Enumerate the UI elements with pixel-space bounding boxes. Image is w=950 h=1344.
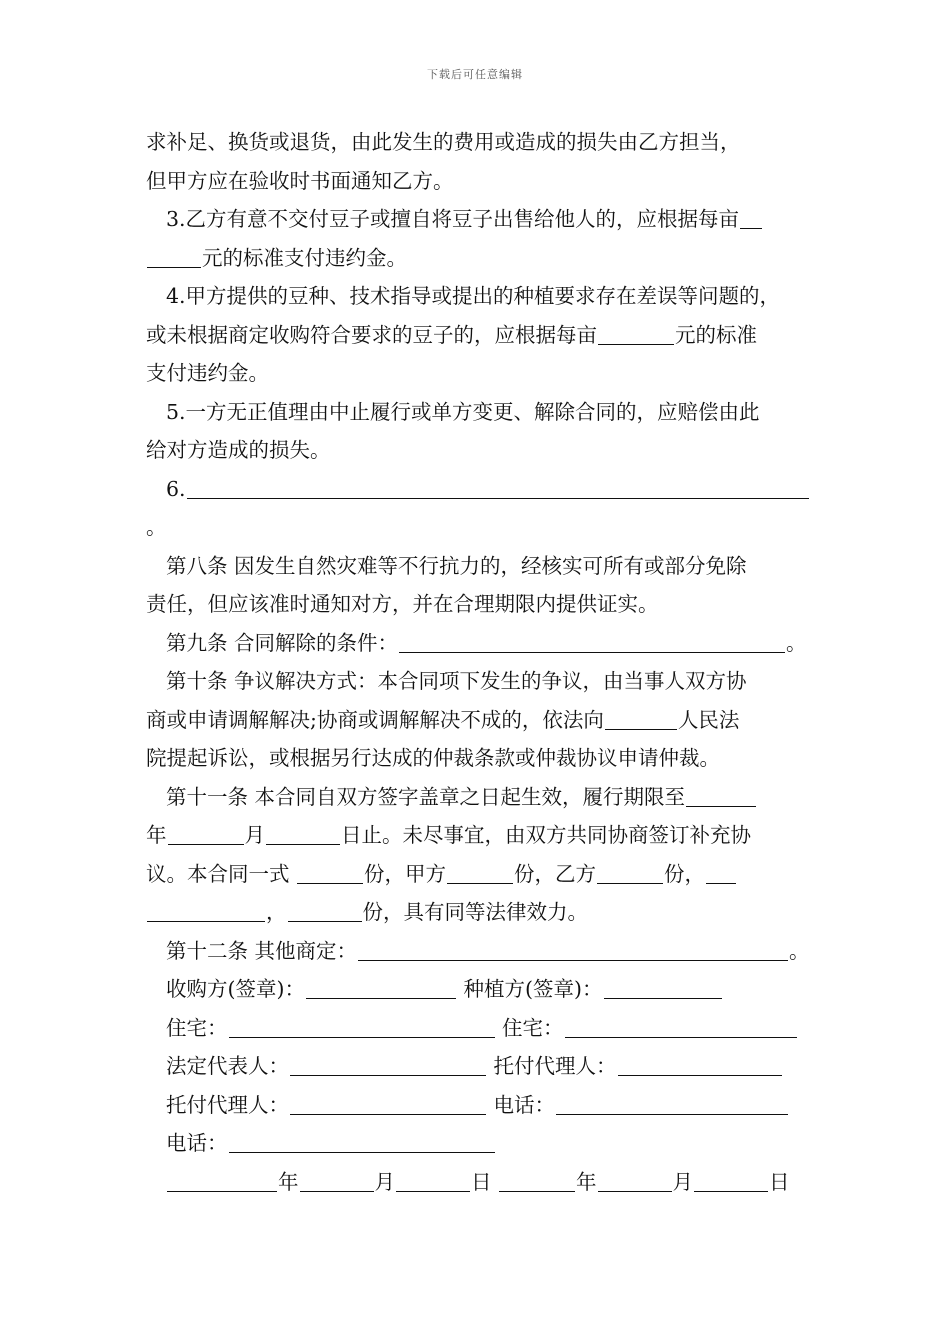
date-row [146,1163,816,1202]
text-line [146,162,816,201]
fill-blank[interactable] [290,1092,486,1115]
address-label: 住宅： [502,1015,564,1040]
line-text: 商或申请调解解决;协商或调解解决不成的，依法向 [146,707,604,732]
fill-blank[interactable] [396,1169,470,1192]
fill-blank[interactable] [290,1053,486,1076]
address-label: 住宅： [166,1015,228,1040]
text-line [146,431,816,470]
line-text: 责任，但应该准时通知对方，并在合理期限内提供证实。 [146,592,659,616]
fill-blank[interactable] [229,1130,495,1153]
text-line [146,316,816,355]
line-text: 给对方造成的损失。 [146,438,331,462]
article-9 [146,624,816,663]
line-text: 。 [786,630,807,655]
text-line [146,354,816,393]
fill-blank[interactable] [597,861,663,884]
grower-signature-label: 种植方(签章)： [463,977,603,1001]
signature-row-1 [146,970,816,1009]
fill-blank[interactable] [147,899,265,922]
line-text: 元的标准支付违约金。 [202,245,407,270]
year-label: 年 [278,1169,299,1194]
clause-4 [146,277,816,316]
phone-label: 电话： [166,1131,228,1155]
agent-label: 托付代理人： [493,1054,617,1078]
day-label: 日 [471,1169,492,1194]
line-text: 第十一条 本合同自双方签字盖章之日起生效，履行期限至 [166,784,686,809]
line-text: 议。本合同一式 [146,861,290,886]
fill-blank[interactable] [740,206,762,229]
contract-body [146,123,816,1201]
line-text: 第十条 争议解决方式：本合同项下发生的争议，由当事人双方协 [166,669,747,693]
line-text: 支付违约金。 [146,361,269,385]
fill-blank[interactable] [167,1169,277,1192]
article-12 [146,932,816,971]
line-text: 5.一方无正值理由中止履行或单方变更、解除合同的，应赔偿由此 [166,399,760,424]
fill-blank[interactable] [447,861,513,884]
line-text: 份，乙方 [514,861,597,886]
text-line [146,701,816,740]
line-text: 份，具有同等法律效力。 [362,900,588,924]
text-line [146,739,816,778]
day-label: 日 [769,1169,790,1194]
fill-blank[interactable] [229,1015,495,1038]
text-line [146,816,816,855]
line-text: 。 [146,515,167,539]
article-8 [146,547,816,586]
text-line [146,239,816,278]
text-line [146,585,816,624]
line-text: ， [266,900,287,924]
year-label: 年 [576,1169,597,1194]
line-text: 第九条 合同解除的条件： [166,630,399,655]
signature-row-2 [146,1009,816,1048]
fill-blank[interactable] [565,1015,797,1038]
fill-blank[interactable] [618,1053,782,1076]
line-text: 份， [664,861,706,886]
fill-blank[interactable] [604,976,722,999]
fill-blank[interactable] [300,1169,374,1192]
fill-blank[interactable] [499,1169,575,1192]
month-label: 月 [672,1169,694,1194]
line-text: 份，甲方 [364,861,447,886]
line-text: 第八条 因发生自然灾难等不行抗力的，经核实可所有或部分免除 [166,553,747,578]
line-text: 人民法 [677,707,740,732]
fill-blank[interactable] [598,322,674,345]
line-text: 6. [166,476,186,501]
phone-label: 电话： [493,1092,556,1117]
fill-blank[interactable] [358,938,788,961]
text-line [146,123,816,162]
line-text: 月 [244,823,265,847]
clause-5 [146,393,816,432]
fill-blank[interactable] [556,1092,788,1115]
page-header-note: 下载后可任意编辑 [427,68,523,81]
text-line [146,508,816,547]
line-text: 元的标准 [675,322,757,347]
fill-blank[interactable] [706,861,736,884]
line-text: 或未根据商定收购符合要求的豆子的，应根据每亩 [146,322,597,347]
fill-blank[interactable] [686,784,756,807]
buyer-signature-label: 收购方(签章)： [166,977,305,1001]
fill-blank[interactable] [399,630,785,653]
line-text: 日止。未尽事宜，由双方共同协商签订补充协 [341,823,751,847]
signature-row-4 [146,1086,816,1125]
fill-blank[interactable] [297,861,363,884]
fill-blank[interactable] [605,707,677,730]
fill-blank[interactable] [288,899,362,922]
fill-blank[interactable] [694,1169,768,1192]
line-text: 年 [146,823,167,847]
fill-blank[interactable] [306,976,456,999]
fill-blank[interactable] [187,476,809,499]
agent-label: 托付代理人： [166,1092,289,1117]
clause-3 [146,200,816,239]
line-text: 3.乙方有意不交付豆子或擅自将豆子出售给他人的，应根据每亩 [166,207,740,231]
line-text: 但甲方应在验收时书面通知乙方。 [146,168,454,193]
line-text: 院提起诉讼，或根据另行达成的仲裁条款或仲裁协议申请仲裁。 [146,746,720,770]
month-label: 月 [374,1169,395,1194]
fill-blank[interactable] [598,1169,672,1192]
text-line [146,893,816,932]
signature-row-3 [146,1047,816,1086]
article-10 [146,662,816,701]
fill-blank[interactable] [168,822,244,845]
line-text: 。 [789,938,810,963]
fill-blank[interactable] [266,822,340,845]
fill-blank[interactable] [147,245,201,268]
signature-row-5 [146,1124,816,1163]
article-11 [146,778,816,817]
legal-rep-label: 法定代表人： [166,1054,289,1078]
clause-6 [146,470,816,509]
line-text: 第十二条 其他商定： [166,938,358,963]
line-text: 4.甲方提供的豆种、技术指导或提出的种植要求存在差误等问题的， [166,284,781,308]
text-line [146,855,816,894]
line-text: 求补足、换货或退货，由此发生的费用或造成的损失由乙方担当， [146,130,741,154]
